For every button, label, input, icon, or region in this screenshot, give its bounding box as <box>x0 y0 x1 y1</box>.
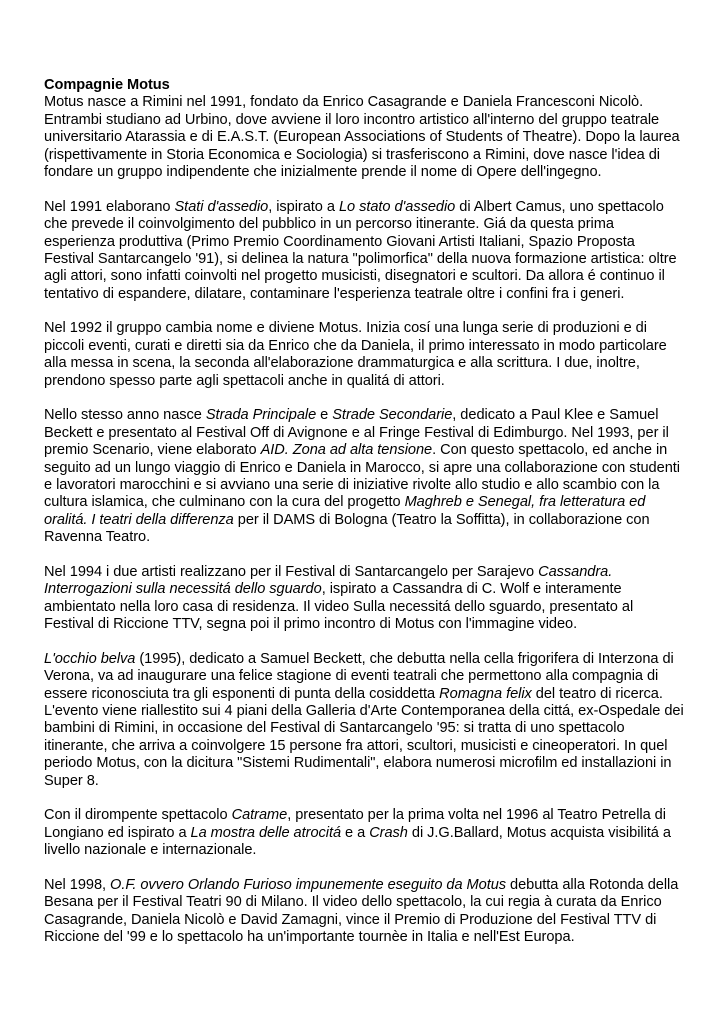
body-paragraph <box>44 199 687 303</box>
paragraph-text: Motus nasce a Rimini nel 1991, fondato da Enrico Casagrande e Daniela Francesconi Nicolò. Entrambi studiano ad Urbino, dove avviene il loro incontro artistico all'interno del gruppo teatrale universitario Atarassia e di E.A.S.T. (European Associations of Students of Theatre). Dopo la laurea (rispettivamente in Storia Economica e Sociologia) si trasferiscono a Rimini, dove nasce l'idea di fondare un gruppo indipendente che inizialmente prende il nome di Opere dell'ingegno. <box>44 94 680 181</box>
document-title: Compagnie Motus <box>44 77 170 93</box>
intro-paragraph <box>44 77 687 181</box>
paragraph-text: , ispirato a Cassandra di C. Wolf e interamente ambientato nella loro casa di residenza. Il video Sulla necessitá dello sguardo, presentato al Festival di Riccione TTV, segna poi il primo incontro di Motus con l'immagine video. <box>44 581 634 633</box>
italic-title-text: Cassandra. Interrogazioni sulla necessitá dello sguardo <box>44 563 613 598</box>
paragraph-text: Nel 1998, <box>44 876 111 893</box>
paragraph-text: e <box>316 407 333 424</box>
italic-title-text: L'occhio belva <box>44 650 136 667</box>
italic-title-text: Stati d'assedio <box>174 198 269 215</box>
paragraph-text: del teatro di ricerca. L'evento viene riallestito sui 4 piani della Galleria d'Arte Contemporanea della cittá, ex-Ospedale dei bambini di Rimini, in occasione del Festival di Santarcangelo '95: si tratta di uno spettacolo itinerante, che arriva a coinvolgere 15 persone fra attori, scultori, musicisti e cineoperatori. In quel periodo Motus, con la dicitura "Sistemi Rudimentali", elabora numerosi microfilm ed installazioni in Super 8. <box>44 685 684 789</box>
paragraph-text: per il DAMS di Bologna (Teatro la Soffitta), in collaborazione con Ravenna Teatro. <box>44 511 650 546</box>
italic-title-text: AID. Zona ad alta tensione <box>260 442 433 459</box>
italic-title-text: Strada Principale <box>205 407 317 424</box>
body-paragraph <box>44 807 687 859</box>
body-paragraph <box>44 320 687 390</box>
paragraph-text: Nello stesso anno nasce <box>44 407 206 424</box>
body-paragraph <box>44 564 687 634</box>
italic-title-text: Catrame <box>231 807 288 824</box>
document-body <box>44 77 687 947</box>
italic-title-text: Strade Secondarie <box>332 407 453 424</box>
italic-title-text: Lo stato d'assedio <box>338 198 456 215</box>
paragraph-text: Nel 1991 elaborano <box>44 198 175 215</box>
paragraph-text: Nel 1992 il gruppo cambia nome e diviene Motus. Inizia cosí una lunga serie di produzioni e di piccoli eventi, curati e diretti sia da Enrico che da Daniela, il primo interessato in modo particolare alla messa in scena, la seconda all'elaborazione drammaturgica e alla scrittura. I due, inoltre, prendono spesso parte agli spettacoli anche in qualitá di attori. <box>44 320 667 389</box>
body-paragraph <box>44 877 687 947</box>
paragraph-text: , ispirato a <box>268 198 339 215</box>
body-paragraph <box>44 407 687 546</box>
paragraph-text: Nel 1994 i due artisti realizzano per il Festival di Santarcangelo per Sarajevo <box>44 563 539 580</box>
italic-title-text: La mostra delle atrocitá <box>190 824 342 841</box>
paragraph-text: , presentato per la prima volta nel 1996 al Teatro Petrella di Longiano ed ispirato a <box>44 807 666 841</box>
paragraph-text: . Con questo spettacolo, ed anche in seguito ad un lungo viaggio di Enrico e Daniela in Marocco, si apre una collaborazione con studenti e lavoratori marocchini e si avviano una serie di iniziative rivolte allo studio e allo scambio con la cultura islamica, che culminano con la cura del progetto <box>44 442 680 511</box>
paragraph-text: e a <box>341 824 370 841</box>
paragraph-text: Con il dirompente spettacolo <box>44 807 232 824</box>
italic-title-text: Maghreb e Senegal, fra letteratura ed oralitá. I teatri della differenza <box>44 494 646 528</box>
italic-title-text: Romagna felix <box>439 685 532 702</box>
paragraph-text: di J.G.Ballard, Motus acquista visibilitá a livello nazionale e internazionale. <box>44 824 671 859</box>
italic-title-text: Crash <box>369 824 408 841</box>
paragraph-text: , dedicato a Paul Klee e Samuel Beckett e presentato al Festival Off di Avignone e al Fringe Festival di Edimburgo. Nel 1993, per il premio Scenario, viene elaborato <box>44 407 669 459</box>
paragraph-text: (1995), dedicato a Samuel Beckett, che debutta nella cella frigorifera di Interzona di Verona, va ad inaugurare una felice stagione di eventi teatrali che permettono alla compagnia di essere riconosciuta tra gli esponenti di punta della cosiddetta <box>44 650 674 702</box>
italic-title-text: O.F. ovvero Orlando Furioso impunemente eseguito da Motus <box>110 876 507 893</box>
paragraph-text: debutta alla Rotonda della Besana per il Festival Teatri 90 di Milano. Il video dello spettacolo, la cui regia à curata da Enrico Casagrande, Daniela Nicolò e David Zamagni, vince il Premio di Produzione del Festival TTV di Riccione del '99 e lo spettacolo ha un'importante tournèe in Italia e nell'Est Europa. <box>44 876 679 946</box>
body-paragraph <box>44 651 687 790</box>
paragraph-text: di Albert Camus, uno spettacolo che prevede il coinvolgimento del pubblico in un percorso itinerante. Giá da questa prima esperienza produttiva (Primo Premio Coordinamento Giovani Artisti Italiani, Spazio Proposta Festival Santarcangelo '91), si delinea la natura "polimorfica" della nuova formazione artistica: oltre agli attori, sono infatti coinvolti nel progetto musicisti, disegnatori e scultori. Da allora é continuo il tentativo di espandere, dilatare, contaminare l'esperienza teatrale oltre i confini fra i generi. <box>44 198 677 302</box>
